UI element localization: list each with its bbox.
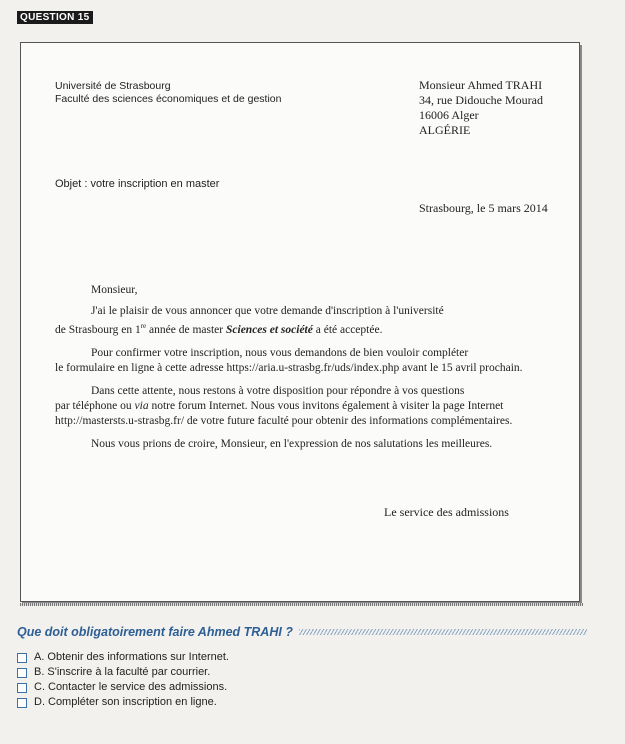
paragraph-3 [55,384,575,429]
answer-options [17,650,229,710]
option-letter: B. [34,666,45,678]
checkbox-icon[interactable] [17,698,27,708]
option-letter: D. [34,696,45,708]
recipient-line: ALGÉRIE [419,123,471,137]
superscript: re [140,322,147,330]
option-a[interactable] [17,650,229,665]
option-text: Compléter son inscription en ligne. [48,696,217,708]
paragraph-2 [55,346,575,376]
paragraph-3-line-1: Dans cette attente, nous restons à votre disposition pour répondre à vos questions [91,384,465,397]
option-letter: A. [34,651,45,663]
question-rule-decoration [299,629,587,635]
option-c[interactable] [17,680,229,695]
sender-address [55,80,281,106]
paragraph-4-line-1: Nous vous prions de croire, Monsieur, en l'expression de nos salutations les meilleures. [91,437,493,450]
option-letter: C. [34,681,45,693]
letter-signature: Le service des admissions [384,505,509,519]
paragraph-3-line-3: http://mastersts.u-strasbg.fr/ de votre future faculté pour obtenir des informations complémentaires. [55,414,513,427]
checkbox-icon[interactable] [17,683,27,693]
letter-document [20,42,580,602]
sender-line: Faculté des sciences économiques et de gestion [55,93,282,105]
option-text: Contacter le service des admissions. [48,681,228,693]
sender-line: Université de Strasbourg [55,80,171,92]
text-fragment: de Strasbourg en 1 [55,323,141,336]
recipient-line: 34, rue Didouche Mourad [419,93,543,107]
recipient-address [419,78,543,138]
recipient-line: Monsieur Ahmed TRAHI [419,78,543,92]
paragraph-4 [55,437,575,452]
question-number-label: QUESTION 15 [17,11,93,24]
recipient-line: 16006 Alger [419,108,479,122]
option-text: S'inscrire à la faculté par courrier. [47,666,211,678]
text-fragment: notre forum Internet. Nous vous invitons également à visiter la page Internet [148,399,504,412]
paragraph-1-line-1: J'ai le plaisir de vous annoncer que votre demande d'inscription à l'université [91,305,444,317]
paragraph-2-line-1: Pour confirmer votre inscription, nous vous demandons de bien vouloir compléter [91,346,469,359]
text-fragment: par téléphone ou [55,399,135,412]
option-text: Obtenir des informations sur Internet. [47,651,229,663]
program-name: Sciences et société [226,323,313,336]
text-fragment: année de master [146,323,226,336]
letter-date: Strasbourg, le 5 mars 2014 [419,201,548,215]
letter-edge-decoration [20,603,583,606]
letter-salutation: Monsieur, [91,284,138,296]
letter-body [55,283,575,460]
question-text: Que doit obligatoirement faire Ahmed TRAHI ? [17,625,293,639]
option-d[interactable] [17,695,229,710]
text-fragment: a été acceptée. [312,323,383,336]
paragraph-2-line-2: le formulaire en ligne à cette adresse https://aria.u-strasbg.fr/uds/index.php avant le 15 avril prochain. [55,361,523,374]
checkbox-icon[interactable] [17,653,27,663]
paragraph-1 [55,304,575,338]
question-heading [17,625,587,639]
checkbox-icon[interactable] [17,668,27,678]
emphasis: via [134,399,149,412]
option-b[interactable] [17,665,229,680]
letter-subject: Objet : votre inscription en master [55,178,220,190]
